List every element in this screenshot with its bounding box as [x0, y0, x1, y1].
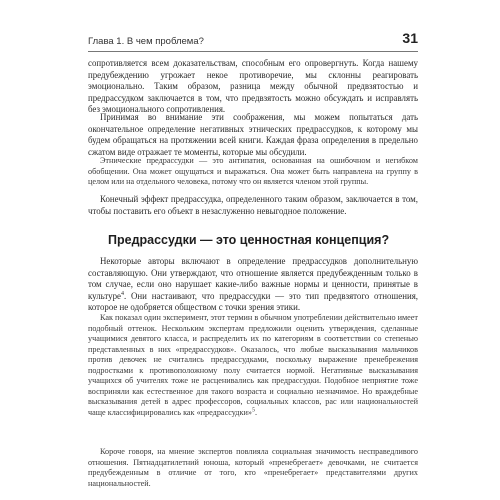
running-title: Глава 1. В чем проблема?: [88, 36, 204, 47]
paragraph-1: [88, 58, 418, 116]
section-heading: Предрассудки — это ценностная концепция?: [108, 233, 390, 247]
footnote-ref: 5: [251, 406, 255, 413]
running-header: [88, 30, 418, 50]
page-number: 31: [402, 30, 418, 46]
quote-text-part: Как показал один эксперимент, этот термин в обычном употреблении действительно имеет подобный оттенок. Нескольким экспертам предложили оценить утверждения, сделанные учащимися девятого класса, и распределить их по категориям в соответствии со степенью представленных в них «предрассудков». Оказалось, что любые высказывания мальчиков против девочек не считались предрассудками, поскольку выражение пренебрежения подростками к противоположному полу считается нормой. Негативные высказывания учащихся об учителях тоже не расценивались как предрассудки. Подобное неприятие тоже восприняли как естественное для такого возраста и социально незначимое. Но враждебные высказывания детей в адрес профессоров, социальных классов, рас или национальностей чаще классифицировались как «предрассудки»: [88, 313, 418, 417]
paragraph-text: Конечный эффект предрассудка, определенного таким образом, заключается в том, чтобы поставить его объект в незаслуженно невыгодное положение.: [88, 194, 418, 216]
footnote-ref: 4: [120, 290, 124, 297]
paragraph-4: [88, 256, 418, 314]
paragraph-text: [88, 256, 418, 314]
paragraph-text-part: Некоторые авторы включают в определение предрассудков дополнительную составляющую. Они утверждают, что отношение является предубежденным только в том случае, если оно нарушает какие-либо важные нормы и ценности, принятые в культуре: [88, 256, 418, 301]
paragraph-3: [88, 194, 418, 217]
paragraph-2: [88, 112, 418, 158]
quote-text: [88, 313, 418, 418]
quote-text-part: .: [254, 407, 257, 417]
definition-text: Этнические предрассудки — это антипатия, основанная на ошибочном и негибком обобщении. Она может ощущаться и выражаться. Она может быть направлена на группу в целом или на отдельного человека, потому что он является членом этой группы.: [88, 156, 418, 186]
paragraph-text: Принимая во внимание эти соображения, мы можем попытаться дать окончательное определение негативных этнических предрассудков, к которому мы будем обращаться на протяжении всей книги. Каждая фраза определения в предельно сжатом виде отражает те моменты, которые мы обсудили.: [88, 112, 418, 157]
quote-block-1: [88, 313, 418, 418]
definition-block: [88, 156, 418, 188]
quote-text: Короче говоря, на мнение экспертов повлияла социальная значимость несправедливого отношения. Пятнадцатилетний юноша, который «пренебрегает» девочками, не считается предубежденным в отличие от того, кто «пренебрегает» представителями других национальностей.: [88, 447, 418, 488]
quote-block-2: [88, 447, 418, 489]
header-rule: [88, 51, 418, 52]
paragraph-text-part: . Они настаивают, что предрассудки — это тип предвзятого отношения, которое не одобряется обществом с точки зрения этики.: [88, 290, 418, 312]
paragraph-text: сопротивляется всем доказательствам, способным его опровергнуть. Когда нашему предубеждению угрожает некое противоречие, мы склонны реагировать эмоционально. Таким образом, разница между обычной предвзятостью и предрассудком заключается в том, что предвзятость можно обсуждать и исправлять без эмоционального сопротивления.: [88, 58, 418, 114]
